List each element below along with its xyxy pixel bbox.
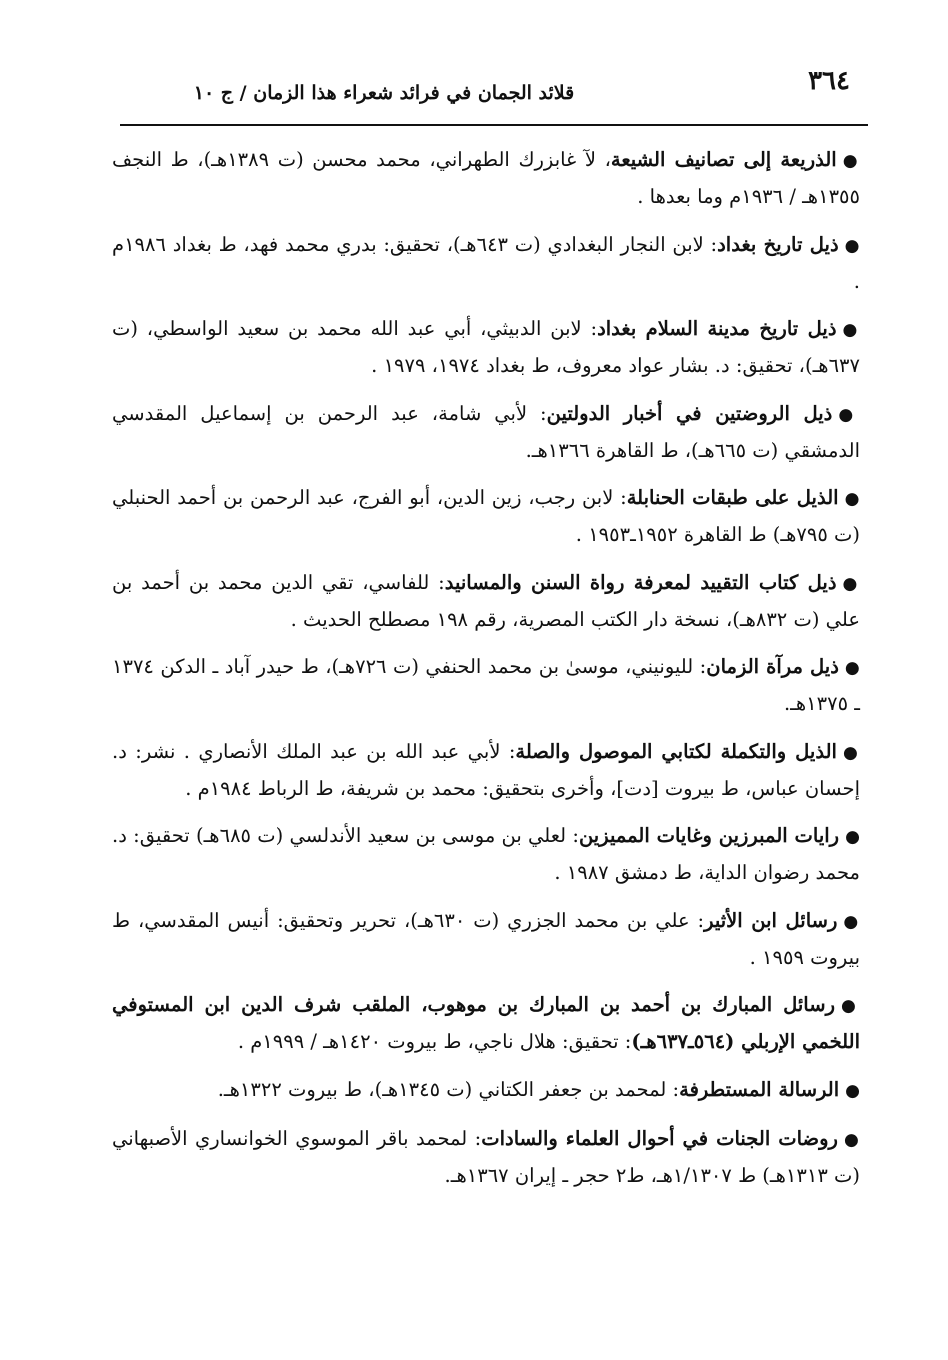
- entry-text: : لمحمد باقر الموسوي الخوانساري الأصبهاني (ت ١٣١٣هـ) ط ١/١٣٠٧هـ، ط٢ حجر ـ إيران ١٣٦٧هـ.: [112, 1127, 860, 1187]
- entry-title: الذيل على طبقات الحنابلة: [626, 486, 839, 509]
- entry-text: : تحقيق: هلال ناجي، ط بيروت ١٤٢٠هـ / ١٩٩٩م .: [237, 1030, 632, 1053]
- bullet-icon: ●: [844, 489, 860, 509]
- bullet-icon: ●: [844, 235, 861, 256]
- entry-title: ذيل الروضتين في أخبار الدولتين: [546, 401, 833, 425]
- page-number: ٣٦٤: [808, 66, 850, 96]
- bullet-icon: ●: [838, 404, 860, 425]
- bullet-icon: ●: [842, 320, 860, 340]
- bibliography-entry: [112, 480, 860, 552]
- entry-text: : للفاسي، تقي الدين محمد بن أحمد بن علي (ت ٨٣٢هـ)، نسخة دار الكتب المصرية، رقم ١٩٨ مصطلح الحديث .: [112, 570, 860, 631]
- entry-text: : لابن الدبيثي، أبي عبد الله محمد بن سعيد الواسطي، (ت ٦٣٧هـ)، تحقيق: د. بشار عواد معروف، ط بغداد ١٩٧٤، ١٩٧٩ .: [112, 317, 860, 377]
- bullet-icon: ●: [842, 573, 860, 594]
- bibliography-list: [112, 142, 860, 1206]
- entry-text: : لأبي شامة، عبد الرحمن بن إسماعيل المقدسي الدمشقي (ت ٦٦٥هـ)، ط القاهرة ١٣٦٦هـ.: [112, 401, 860, 462]
- entry-title: الذيل والتكملة لكتابي الموصول والصلة: [515, 739, 837, 763]
- bibliography-entry: [112, 311, 860, 383]
- entry-text: : لأبي عبد الله بن عبد الملك الأنصاري . نشر: د. إحسان عباس، ط بيروت [دت]، وأخرى بتحقيق: محمد بن شريفة، ط الرباط ١٩٨٤م .: [112, 739, 860, 800]
- bullet-icon: ●: [841, 996, 860, 1016]
- bullet-icon: ●: [844, 658, 861, 678]
- bibliography-entry: [112, 227, 860, 299]
- entry-text: : لعلي بن موسى بن سعيد الأندلسي (ت ٦٨٥هـ) تحقيق: د. محمد رضوان الداية، ط دمشق ١٩٨٧ .: [112, 824, 860, 884]
- bibliography-entry: [112, 818, 860, 890]
- entry-title: روضات الجنات في أحوال العلماء والسادات: [481, 1127, 838, 1150]
- entry-text: : لابن النجار البغدادي (ت ٦٤٣هـ)، تحقيق: بدري محمد فهد، ط بغداد ١٩٨٦م .: [112, 232, 860, 293]
- entry-title: الرسالة المستطرفة: [679, 1077, 840, 1101]
- bullet-icon: ●: [845, 827, 860, 847]
- bibliography-entry: [112, 142, 860, 214]
- bibliography-entry: [112, 987, 860, 1059]
- bibliography-entry: [112, 734, 860, 806]
- page-header: [120, 64, 868, 114]
- bullet-icon: ●: [843, 1130, 860, 1150]
- bullet-icon: ●: [842, 742, 860, 763]
- entry-title: الذريعة إلى تصانيف الشيعة: [610, 148, 837, 171]
- header-rule: [120, 124, 868, 126]
- entry-text: : لابن رجب، زين الدين، أبو الفرج، عبد الرحمن بن أحمد الحنبلي (ت ٧٩٥هـ) ط القاهرة ١٩٥٢ـ١٩٥٣ .: [112, 486, 860, 546]
- bibliography-entry: [112, 396, 860, 468]
- entry-title: ذيل كتاب التقييد لمعرفة رواة السنن والمسانيد: [444, 570, 837, 594]
- entry-title: رايات المبرزين وغايات المميزين: [578, 824, 840, 847]
- entry-title: رسائل ابن الأثير: [704, 908, 838, 932]
- running-title: قلائد الجمان في فرائد شعراء هذا الزمان / ج ١٠: [193, 82, 575, 104]
- entry-title: ذيل مرآة الزمان: [706, 655, 839, 678]
- bullet-icon: ●: [842, 151, 860, 171]
- bullet-icon: ●: [843, 911, 860, 932]
- entry-title: ذيل تاريخ بغداد: [717, 232, 839, 256]
- bibliography-entry: [112, 1121, 860, 1193]
- entry-title: رسائل المبارك بن أحمد بن المبارك بن موهوب، الملقب شرف الدين ابن المستوفي اللخمي الإربلي (٥٦٤ـ٦٣٧هـ): [112, 993, 860, 1053]
- entry-text: : لمحمد بن جعفر الكتاني (ت ١٣٤٥هـ)، ط بيروت ١٣٢٢هـ.: [217, 1077, 680, 1101]
- entry-text: : لليونيني، موسىٰ بن محمد الحنفي (ت ٧٢٦هـ)، ط حيدر آباد ـ الدكن ١٣٧٤ ـ ١٣٧٥هـ.: [112, 655, 860, 715]
- entry-text: ، لآ غابزرك الطهراني، محمد محسن (ت ١٣٨٩هـ)، ط النجف ١٣٥٥هـ / ١٩٣٦م وما بعدها .: [112, 148, 860, 208]
- entry-text: : علي بن محمد الجزري (ت ٦٣٠هـ)، تحرير وتحقيق: أنيس المقدسي، ط بيروت ١٩٥٩ .: [112, 908, 860, 969]
- bibliography-entry: [112, 903, 860, 975]
- bullet-icon: ●: [845, 1080, 860, 1101]
- bibliography-entry: [112, 565, 860, 637]
- entry-title: ذيل تاريخ مدينة السلام بغداد: [597, 317, 837, 340]
- bibliography-entry: [112, 1072, 860, 1109]
- bibliography-entry: [112, 649, 860, 721]
